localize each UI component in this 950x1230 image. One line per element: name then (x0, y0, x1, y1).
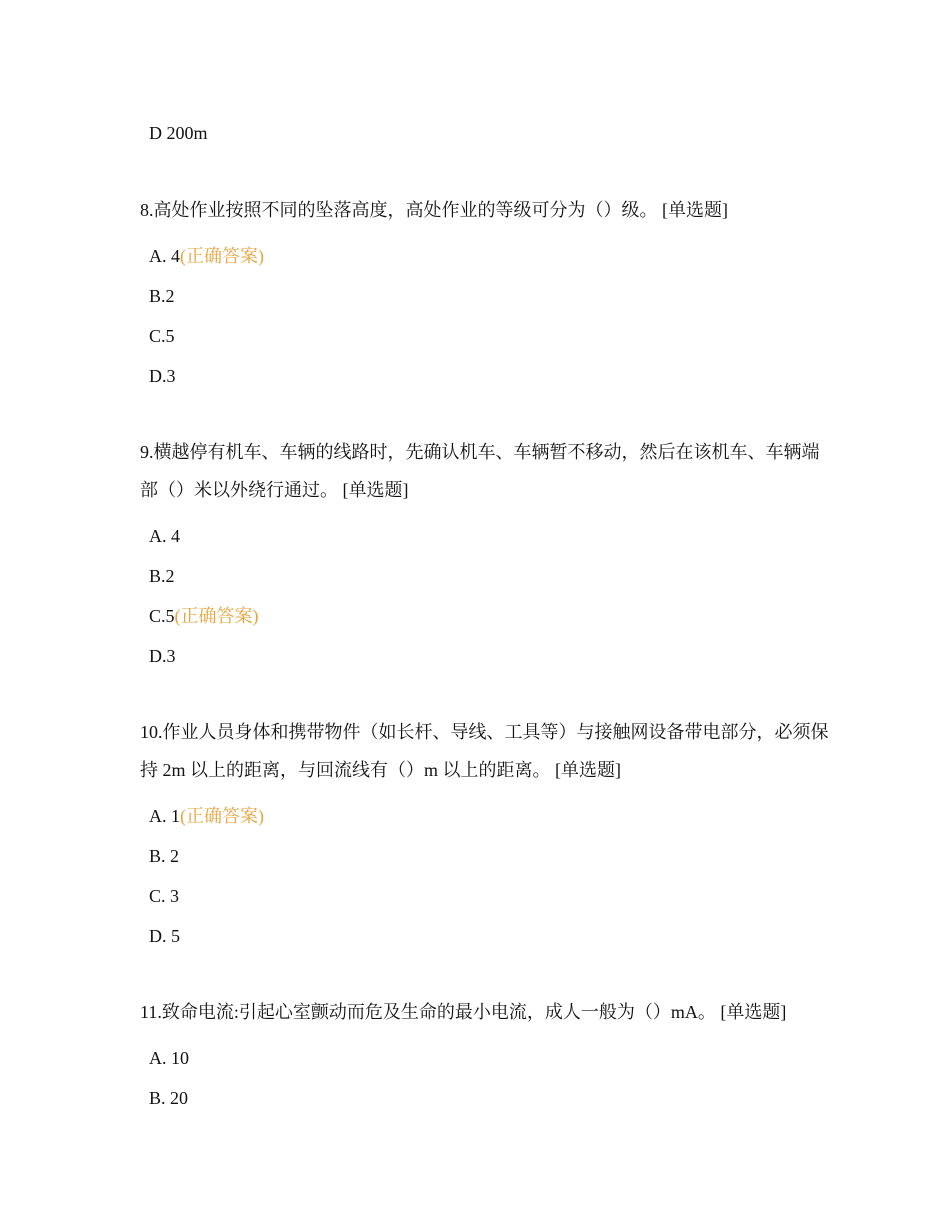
option-label: D. 5 (149, 926, 180, 946)
correct-answer-marker: (正确答案) (180, 246, 264, 266)
option-label: A. 4 (149, 526, 180, 546)
q8-option-b (149, 284, 175, 308)
q9-option-b (149, 564, 175, 588)
q8-option-d (149, 364, 176, 388)
q8-option-a (149, 244, 264, 268)
option-label: C.5 (149, 326, 175, 346)
option-label: B.2 (149, 566, 175, 586)
q10-option-b (149, 844, 179, 868)
option-prev-d (149, 121, 208, 145)
q9-option-d (149, 644, 176, 668)
q10-option-c (149, 884, 179, 908)
q9-option-c (149, 604, 259, 628)
option-label: B.2 (149, 286, 175, 306)
correct-answer-marker: (正确答案) (180, 806, 264, 826)
q11-option-a (149, 1046, 189, 1070)
question-8-text: 8.高处作业按照不同的坠落高度，高处作业的等级可分为（）级。 [单选题] (140, 200, 728, 220)
option-label: C. 3 (149, 886, 180, 906)
q10-option-a (149, 804, 264, 828)
q11-option-b (149, 1086, 188, 1110)
q10-option-d (149, 924, 180, 948)
option-label: B. 2 (149, 846, 180, 866)
option-label: D.3 (149, 646, 176, 666)
q8-option-c (149, 324, 175, 348)
option-label: A. 10 (149, 1048, 189, 1068)
option-label: C.5 (149, 606, 175, 626)
q9-option-a (149, 524, 180, 548)
correct-answer-marker: (正确答案) (174, 606, 259, 626)
option-label: B. 20 (149, 1088, 189, 1108)
question-9-text: 9.横越停有机车、车辆的线路时，先确认机车、车辆暂不移动，然后在该机车、车辆端部（）米以外绕行通过。 [单选题] (140, 442, 820, 500)
option-label: D.3 (149, 366, 176, 386)
question-11-text: 11.致命电流:引起心室颤动而危及生命的最小电流，成人一般为（）mA。 [单选题] (140, 1002, 787, 1022)
question-10-text: 10.作业人员身体和携带物件（如长杆、导线、工具等）与接触网设备带电部分，必须保持 2m 以上的距离，与回流线有（）m 以上的距离。 [单选题] (140, 722, 829, 780)
option-label: A. 4 (149, 246, 180, 266)
option-label: D 200m (149, 123, 208, 143)
option-label: A. 1 (149, 806, 180, 826)
